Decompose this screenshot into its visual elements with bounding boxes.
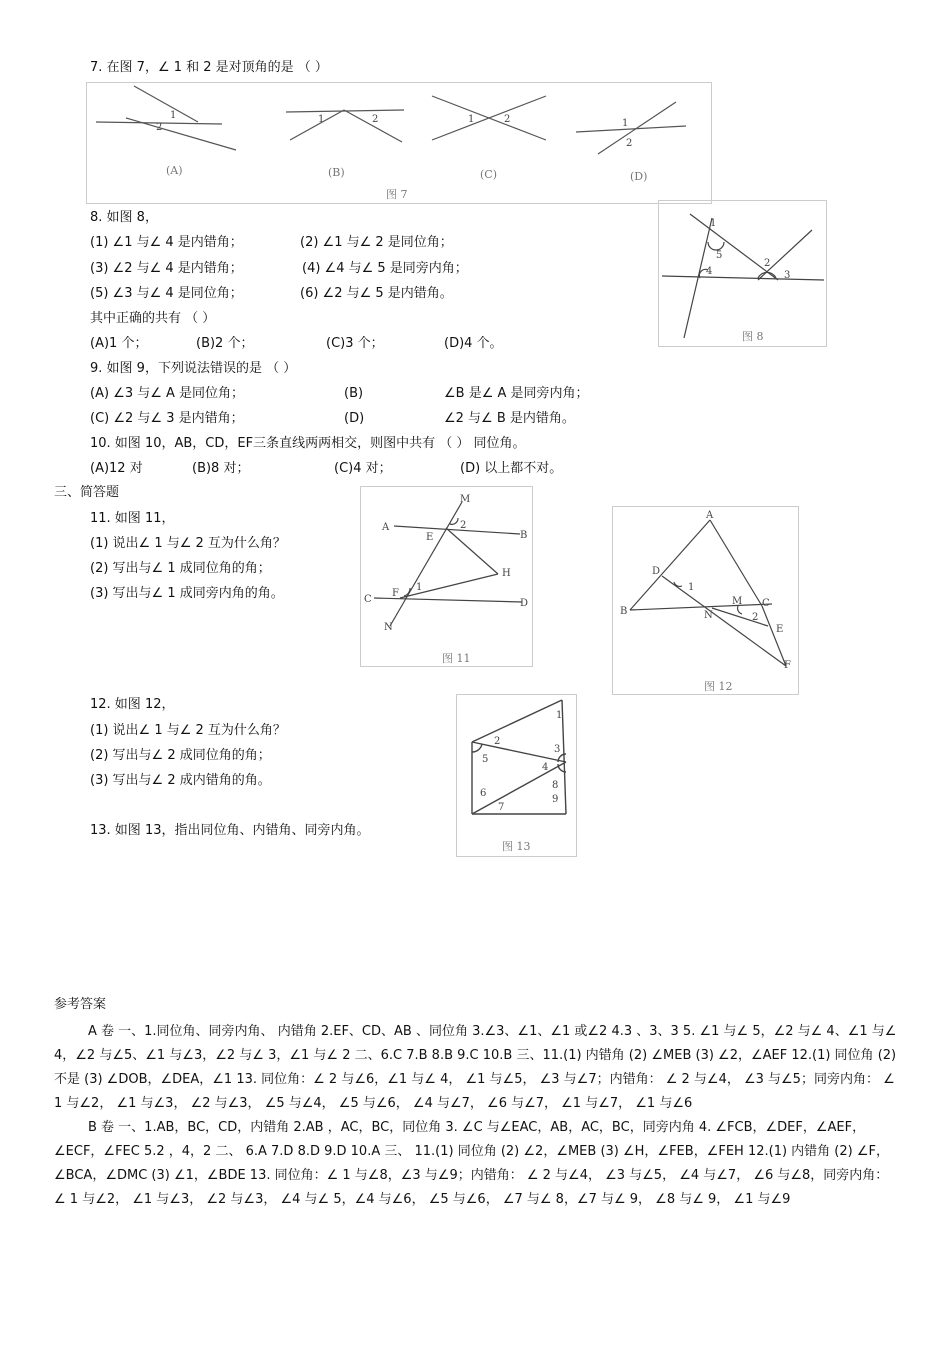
figure-12 xyxy=(612,506,800,696)
figure-11 xyxy=(360,486,534,668)
fig11-label-N: N xyxy=(384,622,393,633)
fig11-label-F: F xyxy=(392,588,399,599)
fig13-label-3: 3 xyxy=(554,744,561,755)
fig11-label-A: A xyxy=(382,522,390,533)
q8-opt-4: (4) ∠4 与∠ 5 是同旁内角； xyxy=(302,261,468,276)
fig12-label-B: B xyxy=(620,606,628,617)
q10-choice-c: (C)4 对； xyxy=(334,461,392,476)
fig8-label-3: 3 xyxy=(784,270,791,281)
fig7-a-label-2: 2 xyxy=(156,122,163,133)
figure-7 xyxy=(86,82,712,204)
fig7-c-label-1: 1 xyxy=(468,114,475,125)
answers-heading: 参考答案 xyxy=(54,997,107,1012)
fig8-label-1: 1 xyxy=(710,218,717,229)
q9-d-key: (D) xyxy=(344,411,365,426)
fig12-label-D: D xyxy=(652,566,661,577)
fig13-label-9: 9 xyxy=(552,794,559,805)
q9-d: ∠2 与∠ B 是内错角。 xyxy=(444,411,575,426)
q10-title: 10. 如图 10，AB，CD，EF三条直线两两相交，则图中共有 （ ） 同位角。 xyxy=(90,436,526,451)
fig7-caption-a: (A) xyxy=(166,164,183,177)
fig7-c-label-2: 2 xyxy=(504,114,511,125)
q7-text: 7. 在图 7，∠ 1 和 2 是对顶角的是 （ ） xyxy=(90,60,328,75)
fig12-label-2: 2 xyxy=(752,612,759,623)
fig13-caption: 图 13 xyxy=(502,840,531,853)
q8-title: 8. 如图 8， xyxy=(90,210,158,225)
fig11-label-E: E xyxy=(426,532,434,543)
q8-choice-d: (D)4 个。 xyxy=(444,336,503,351)
fig7-caption-c: (C) xyxy=(480,168,497,181)
fig13-label-7: 7 xyxy=(498,802,505,813)
fig12-label-E: E xyxy=(776,624,784,635)
q9-c: (C) ∠2 与∠ 3 是内错角； xyxy=(90,411,244,426)
section-3-heading: 三、简答题 xyxy=(54,485,120,500)
fig8-label-5: 5 xyxy=(716,250,723,261)
q8-choice-a: (A)1 个； xyxy=(90,336,148,351)
q9-b: ∠B 是∠ A 是同旁内角； xyxy=(444,386,589,401)
q11-item-1: (1) 说出∠ 1 与∠ 2 互为什么角？ xyxy=(90,536,286,551)
fig12-label-1: 1 xyxy=(688,582,695,593)
fig7-b-label-1: 1 xyxy=(318,114,325,125)
q8-opt-1: (1) ∠1 与∠ 4 是内错角； xyxy=(90,235,243,250)
q8-opt-3: (3) ∠2 与∠ 4 是内错角； xyxy=(90,261,243,276)
fig7-d-label-2: 2 xyxy=(626,138,633,149)
q8-opt-5: (5) ∠3 与∠ 4 是同位角； xyxy=(90,286,243,301)
fig13-label-6: 6 xyxy=(480,788,487,799)
fig11-label-M: M xyxy=(460,494,471,505)
q8-choice-b: (B)2 个； xyxy=(196,336,254,351)
fig13-label-2: 2 xyxy=(494,736,501,747)
fig7-caption-b: (B) xyxy=(328,166,345,179)
q8-question: 其中正确的共有 （ ） xyxy=(90,311,216,326)
q11-item-3: (3) 写出与∠ 1 成同旁内角的角。 xyxy=(90,586,284,601)
answers-body xyxy=(54,1020,897,1212)
fig11-label-D: D xyxy=(520,598,529,609)
fig11-label-H: H xyxy=(502,568,511,579)
q11-title: 11. 如图 11， xyxy=(90,511,175,526)
fig13-label-8: 8 xyxy=(552,780,559,791)
fig12-label-F: F xyxy=(784,660,791,671)
q8-choice-c: (C)3 个； xyxy=(326,336,384,351)
q8-opt-6: (6) ∠2 与∠ 5 是内错角。 xyxy=(300,286,453,301)
fig7-b-label-2: 2 xyxy=(372,114,379,125)
fig13-label-5: 5 xyxy=(482,754,489,765)
q11-item-2: (2) 写出与∠ 1 成同位角的角； xyxy=(90,561,271,576)
fig12-label-C: C xyxy=(762,598,770,609)
fig11-label-2: 2 xyxy=(460,520,467,531)
figure-8 xyxy=(658,200,828,348)
figure-13 xyxy=(456,694,578,858)
fig11-label-C: C xyxy=(364,594,372,605)
q12-item-3: (3) 写出与∠ 2 成内错角的角。 xyxy=(90,773,271,788)
fig7-caption: 图 7 xyxy=(386,188,408,201)
fig12-caption: 图 12 xyxy=(704,680,733,693)
fig8-label-2: 2 xyxy=(764,258,771,269)
fig7-d-label-1: 1 xyxy=(622,118,629,129)
fig11-label-B: B xyxy=(520,530,528,541)
fig7-caption-d: (D) xyxy=(630,170,648,183)
q8-opt-2: (2) ∠1 与∠ 2 是同位角； xyxy=(300,235,453,250)
q9-b-key: (B) xyxy=(344,386,364,401)
q13-title: 13. 如图 13，指出同位角、内错角、同旁内角。 xyxy=(90,823,370,838)
fig8-label-4: 4 xyxy=(706,266,713,277)
q9-a: (A) ∠3 与∠ A 是同位角； xyxy=(90,386,245,401)
fig7-a-label-1: 1 xyxy=(170,110,177,121)
q12-item-2: (2) 写出与∠ 2 成同位角的角； xyxy=(90,748,271,763)
fig12-label-A: A xyxy=(706,510,714,521)
q12-item-1: (1) 说出∠ 1 与∠ 2 互为什么角？ xyxy=(90,723,286,738)
fig11-caption: 图 11 xyxy=(442,652,471,665)
answers-volume-b: B 卷 一、1.AB，BC，CD，内错角 2.AB ，AC，BC，同位角 3. ∠C 与∠EAC，AB，AC，BC，同旁内角 4. ∠FCB，∠DEF，∠AEF，∠ECF，∠FEC 5.2 ，4，2 二、 6.A 7.D 8.D 9.D 10.A 三、 11.(1) 同位角 (2) ∠2，∠MEB (3) ∠H，∠FEB，∠FEH 12.(1) 内错角 (2) ∠F，∠BCA，∠DMC (3) ∠1，∠BDE 13. 同位角：∠ 1 与∠8，∠3 与∠9；内错角： ∠ 2 与∠4， ∠3 与∠5， ∠4 与∠7， ∠6 与∠8，同旁内角： ∠ 1 与∠2， ∠1 与∠3， ∠2 与∠3， ∠4 与∠ 5，∠4 与∠6， ∠5 与∠6， ∠7 与∠ 8，∠7 与∠ 9， ∠8 与∠ 9， ∠1 与∠9 xyxy=(54,1120,889,1207)
answers-volume-a: A 卷 一、1.同位角、同旁内角、 内错角 2.EF、CD、AB 、同位角 3.∠3、∠1、∠1 或∠2 4.3 、3、3 5. ∠1 与∠ 5，∠2 与∠ 4、∠1 与∠ 4，∠2 与∠5、∠1 与∠3，∠2 与∠ 3，∠1 与∠ 2 二、6.C 7.B 8.B 9.C 10.B 三、11.(1) 内错角 (2) ∠MEB (3) ∠2，∠AEF 12.(1) 同位角 (2) 不是 (3) ∠DOB，∠DEA，∠1 13. 同位角：∠ 2 与∠6，∠1 与∠ 4， ∠1 与∠5， ∠3 与∠7；内错角： ∠ 2 与∠4， ∠3 与∠5；同旁内角： ∠ 1 与∠2， ∠1 与∠3， ∠2 与∠3， ∠5 与∠4， ∠5 与∠6， ∠4 与∠7， ∠6 与∠7， ∠1 与∠7， ∠1 与∠6 xyxy=(54,1024,897,1111)
fig13-label-4: 4 xyxy=(542,762,549,773)
q10-choice-a: (A)12 对 xyxy=(90,461,143,476)
q12-title: 12. 如图 12， xyxy=(90,697,175,712)
fig8-caption: 图 8 xyxy=(742,330,764,343)
fig11-label-1: 1 xyxy=(416,582,423,593)
q10-choice-b: (B)8 对； xyxy=(192,461,250,476)
q9-title: 9. 如图 9，下列说法错误的是 （ ） xyxy=(90,361,297,376)
fig13-label-1: 1 xyxy=(556,710,563,721)
fig12-label-M: M xyxy=(732,596,743,607)
fig12-label-N: N xyxy=(704,610,713,621)
q10-choice-d: (D) 以上都不对。 xyxy=(460,461,563,476)
